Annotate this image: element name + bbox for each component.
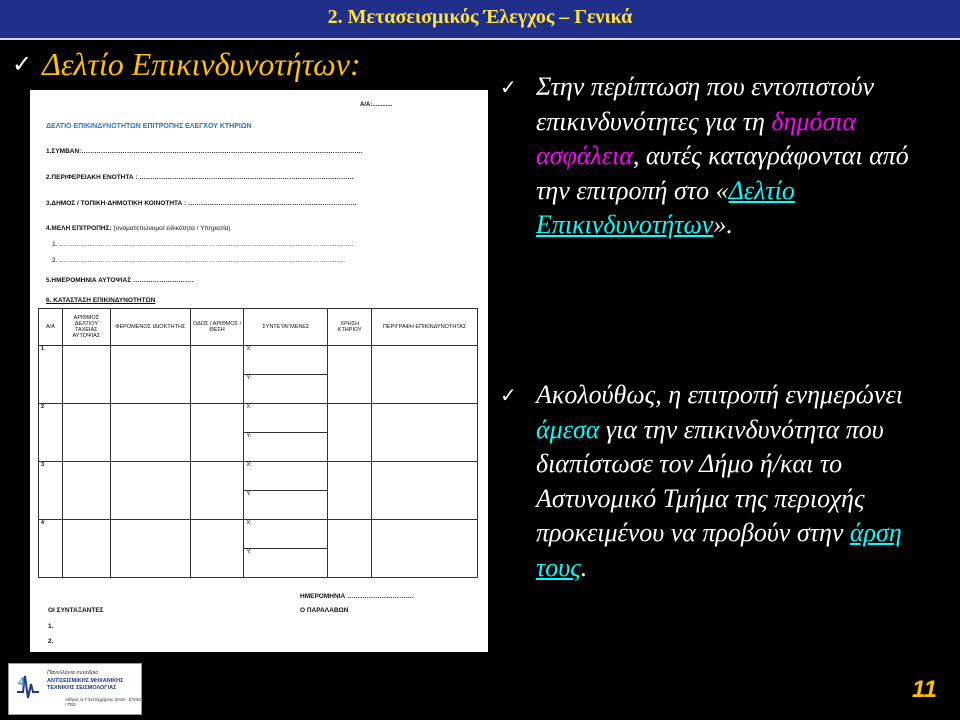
bullet-text-part: Στην περίπτωση που εντοπιστούν επικινδυνότητες για τη: [536, 72, 875, 136]
doc-footer-line-1: 1.: [48, 623, 54, 630]
table-cell: [110, 404, 190, 462]
doc-footer-paralavon: Ο ΠΑΡΑΛΑΒΩΝ: [300, 607, 349, 614]
table-header-cell: ΦΕΡΟΜΕΝΟΣ ΙΔΙΟΚΤΗΤΗΣ: [110, 309, 190, 346]
bullet-incident-recording: [500, 70, 945, 243]
left-heading-text: Δελτίο Επικινδυνοτήτων:: [42, 45, 361, 82]
bullet-text: [536, 70, 945, 243]
table-header-cell: ΣΥΝΤΕΤΑΓΜΕΝΕΣ: [244, 309, 328, 346]
doc-aa-label: Α/Α:............: [360, 102, 393, 108]
svg-text:4: 4: [18, 675, 25, 690]
doc-field-meli-2: 2. ……………………………………………………………………………………………………………………: [52, 257, 346, 264]
table-cell: [190, 462, 244, 520]
conference-logo: [8, 663, 142, 715]
row-number: 4: [39, 520, 63, 578]
table-cell: [110, 462, 190, 520]
bullet-text-part: , αυτές καταγράφονται από την επιτροπή στο «: [536, 141, 909, 205]
hazard-table-header: [39, 309, 478, 346]
doc-field-meli-note: (ονοματεπώνυμο/ ειδικότητα / Υπηρεσία): [113, 225, 231, 232]
coord-y-cell: Υ:: [244, 375, 328, 404]
logo-line-1: Πανελλήνιο συνέδριο: [47, 670, 99, 676]
doc-field-meli-1: 1. ……………………………………………………………………………………………………………………….: [52, 241, 354, 248]
left-heading: [12, 44, 361, 84]
bullet-notification: [500, 378, 945, 585]
table-cell: [328, 346, 372, 404]
checkmark-icon: ✓: [12, 50, 33, 78]
table-row: [39, 404, 478, 433]
link-hazard-removal[interactable]: άρση τους: [536, 518, 902, 582]
table-row: [39, 346, 478, 375]
table-cell: [110, 520, 190, 578]
table-cell: [328, 462, 372, 520]
highlight-immediately: άμεσα: [536, 414, 600, 444]
table-cell: [328, 520, 372, 578]
table-header-cell: Α/Α: [39, 309, 63, 346]
doc-title: ΔΕΛΤΙΟ ΕΠΙΚΙΝΔΥΝΟΤΗΤΩΝ ΕΠΙΤΡΟΠΗΣ ΕΛΕΓΧΟΥ ΚΤΗΡΙΩΝ: [46, 123, 252, 130]
coord-x-cell: Χ:: [244, 404, 328, 433]
doc-footer-date: ΗΜΕΡΟΜΗΝΙΑ ………………………….: [300, 593, 414, 600]
table-cell: [372, 462, 478, 520]
coord-x-cell: Χ:: [244, 520, 328, 549]
coord-x-cell: Χ:: [244, 462, 328, 491]
table-cell: [190, 520, 244, 578]
checkmark-icon: ✓: [500, 75, 517, 99]
doc-footer-syntaxantes: ΟΙ ΣΥΝΤΑΞΑΝΤΕΣ: [48, 607, 104, 614]
table-header-cell: ΠΕΡΙΓΡΑΦΗ ΕΠΙΚΙΝΔΥΝΟΤΗΤΑΣ: [372, 309, 478, 346]
highlight-public-safety: δημόσια ασφάλεια: [536, 106, 857, 170]
doc-field-periferiaki: 2.ΠΕΡΙΦΕΡΕΙΑΚΗ ΕΝΟΤΗΤΑ : ………………………………………………………………………………………: [46, 174, 354, 181]
table-cell: [190, 404, 244, 462]
table-header-cell: ΟΔΟΣ / ΑΡΙΘΜΟΣ / ΘΕΣΗ: [190, 309, 244, 346]
bullet-text-part: Ακολούθως, η επιτροπή ενημερώνει: [536, 380, 903, 409]
doc-field-imerominia: 5.ΗΜΕΡΟΜΗΝΙΑ ΑΥΤΟΨΙΑΣ ……………………….: [46, 277, 194, 284]
coord-x-cell: Χ:: [244, 346, 328, 375]
coord-y-cell: Υ:: [244, 491, 328, 520]
logo-line-2: ΑΝΤΙΣΕΙΣΜΙΚΗΣ ΜΗΧΑΝΙΚΗΣ: [47, 678, 124, 684]
table-cell: [372, 520, 478, 578]
link-hazard-report[interactable]: Δελτίο Επικινδυνοτήτων: [536, 175, 795, 239]
bullet-text-part: για την επικινδυνότητα που διαπίστωσε τον Δήμο ή/και το Αστυνομικό Τμήμα της περιοχής προκειμένου να προβούν στην: [536, 414, 884, 547]
doc-field-symvan: 1.ΣΥΜΒΑΝ:………………………………………………………………………………………………………………….: [46, 148, 363, 155]
page-number: 11: [912, 676, 937, 703]
table-header-cell: ΧΡΗΣΗ ΚΤΗΡΙΟΥ: [328, 309, 372, 346]
doc-footer-line-2: 2.: [48, 638, 54, 645]
document-image: [30, 90, 488, 652]
doc-field-meli: [46, 225, 231, 232]
table-header-cell: ΑΡΙΘΜΟΣ ΔΕΛΤΙΟΥ ΤΑΧΕΙΑΣ ΑΥΤΟΨΙΑΣ: [62, 309, 110, 346]
bullet-text: [536, 378, 945, 585]
logo-line-4: Αθήνα, 5-7 Σεπτεμβρίου 2019 · ΕΤΑΜ / ΤΕΕ: [65, 697, 141, 707]
coord-y-cell: Υ:: [244, 549, 328, 578]
doc-field-katastasi: 6. ΚΑΤΑΣΤΑΣΗ ΕΠΙΚΙΝΔΥΝΟΤΗΤΩΝ: [46, 297, 156, 304]
row-number: 2: [39, 404, 63, 462]
checkmark-icon: ✓: [500, 383, 517, 407]
row-number: 3: [39, 462, 63, 520]
coord-y-cell: Υ:: [244, 433, 328, 462]
slide-title: 2. Μετασεισμικός Έλεγχος – Γενικά: [327, 6, 633, 28]
bullet-text-part: .: [580, 552, 588, 582]
doc-field-dimos: 3.ΔΗΜΟΣ / ΤΟΠΙΚΗ-ΔΗΜΟΤΙΚΗ ΚΟΙΝΟΤΗΤΑ : ……………………………………………………………………: [46, 200, 357, 207]
doc-field-meli-label: 4.ΜΕΛΗ ΕΠΙΤΡΟΠΗΣ:: [46, 225, 112, 232]
table-cell: [62, 346, 110, 404]
table-cell: [62, 404, 110, 462]
table-cell: [110, 346, 190, 404]
hazard-table: [38, 308, 478, 578]
table-cell: [328, 404, 372, 462]
table-cell: [62, 462, 110, 520]
table-cell: [372, 346, 478, 404]
title-bar: [0, 0, 960, 40]
logo-line-3: ΤΕΧΝΙΚΗΣ ΣΕΙΣΜΟΛΟΓΙΑΣ: [47, 685, 117, 691]
table-row: [39, 520, 478, 549]
bullet-text-part: ».: [713, 210, 733, 239]
table-row: [39, 462, 478, 491]
seismograph-logo-icon: [15, 670, 41, 702]
table-cell: [190, 346, 244, 404]
row-number: 1: [39, 346, 63, 404]
table-cell: [62, 520, 110, 578]
table-cell: [372, 404, 478, 462]
